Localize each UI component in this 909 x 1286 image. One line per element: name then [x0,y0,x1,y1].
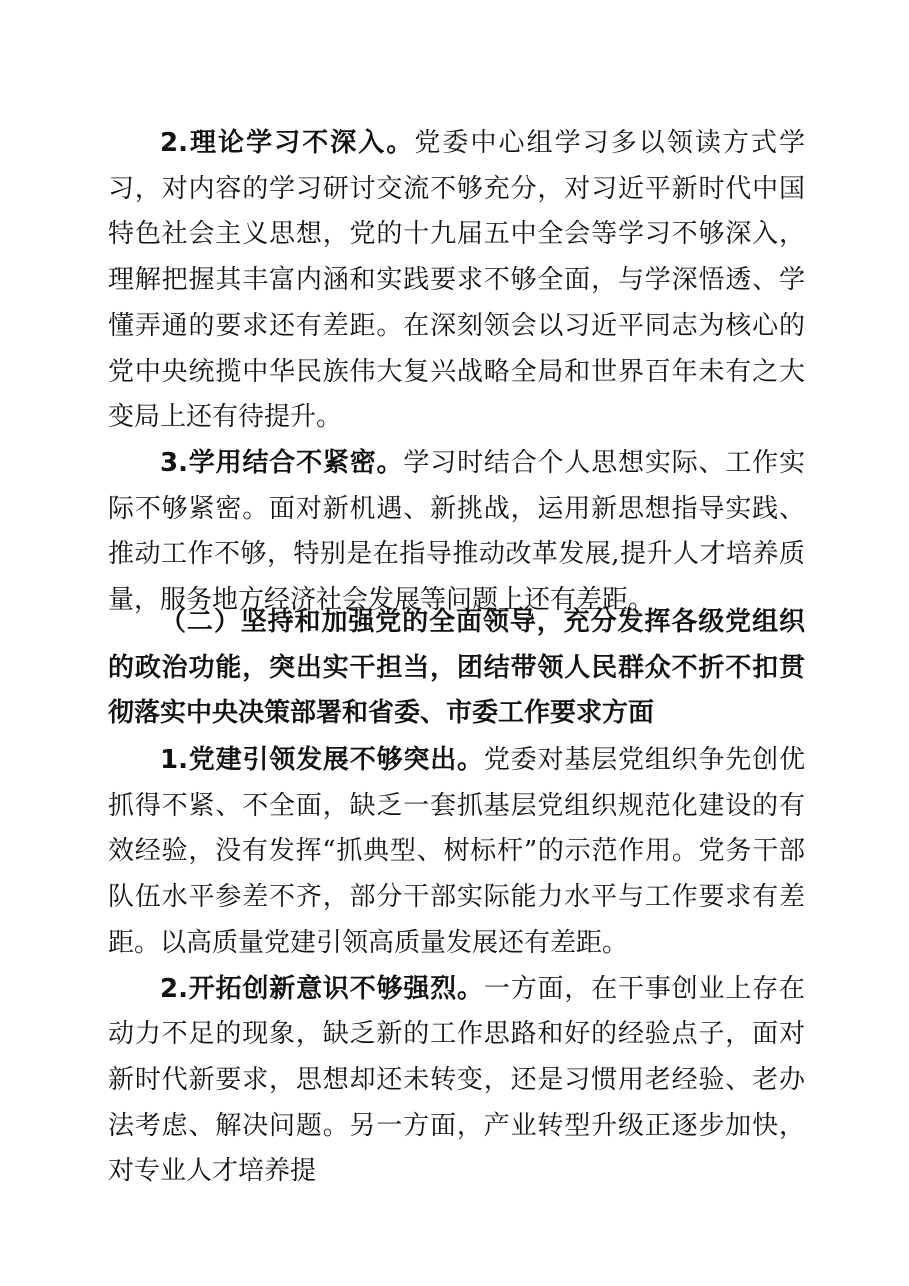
paragraph-party-building [108,738,805,967]
paragraph-theory-study [108,121,805,441]
body-text-upper [108,121,805,624]
paragraph-body: 党委中心组学习多以领读方式学习，对内容的学习研讨交流不够充分，对习近平新时代中国特色社会主义思想，党的十九届五中全会等学习不够深入，理解把握其丰富内涵和实践要求不够全面，与学深悟透、学懂弄通的要求还有差距。在深刻领会以习近平同志为核心的党中央统揽中华民族伟大复兴战略全局和世界百年未有之大变局上还有待提升。 [108,128,805,433]
paragraph-body: 学习时结合个人思想实际、工作实际不够紧密。面对新机遇、新挑战，运用新思想指导实践、推动工作不够，特别是在指导推动改革发展,提升人才培养质量，服务地方经济社会发展等问题上还有差距。 [108,447,805,616]
paragraph-study-application [108,441,805,624]
paragraph-lead: 1.党建引领发展不够突出。 [160,745,484,775]
section-heading: （二）坚持和加强党的全面领导，充分发挥各级党组织的政治功能，突出实干担当，团结带领人民群众不折不扣贯彻落实中央决策部署和省委、市委工作要求方面 [108,607,805,729]
paragraph-lead: 2.理论学习不深入。 [160,128,415,158]
body-text-lower [108,738,805,1195]
paragraph-innovation [108,967,805,1196]
section-heading-block [108,600,805,737]
paragraph-body: 党委对基层党组织争先创优抓得不紧、不全面，缺乏一套抓基层党组织规范化建设的有效经验，没有发挥“抓典型、树标杆”的示范作用。党务干部队伍水平参差不齐，部分干部实际能力水平与工作要求有差距。以高质量党建引领高质量发展还有差距。 [108,745,805,958]
paragraph-lead: 2.开拓创新意识不够强烈。 [160,973,484,1004]
paragraph-lead: 3.学用结合不紧密。 [160,447,404,478]
paragraph-body: 一方面，在干事创业上存在动力不足的现象，缺乏新的工作思路和好的经验点子，面对新时代新要求，思想却还未转变，还是习惯用老经验、老办法考虑、解决问题。另一方面，产业转型升级正逐步加快，对专业人才培养提 [108,973,805,1187]
